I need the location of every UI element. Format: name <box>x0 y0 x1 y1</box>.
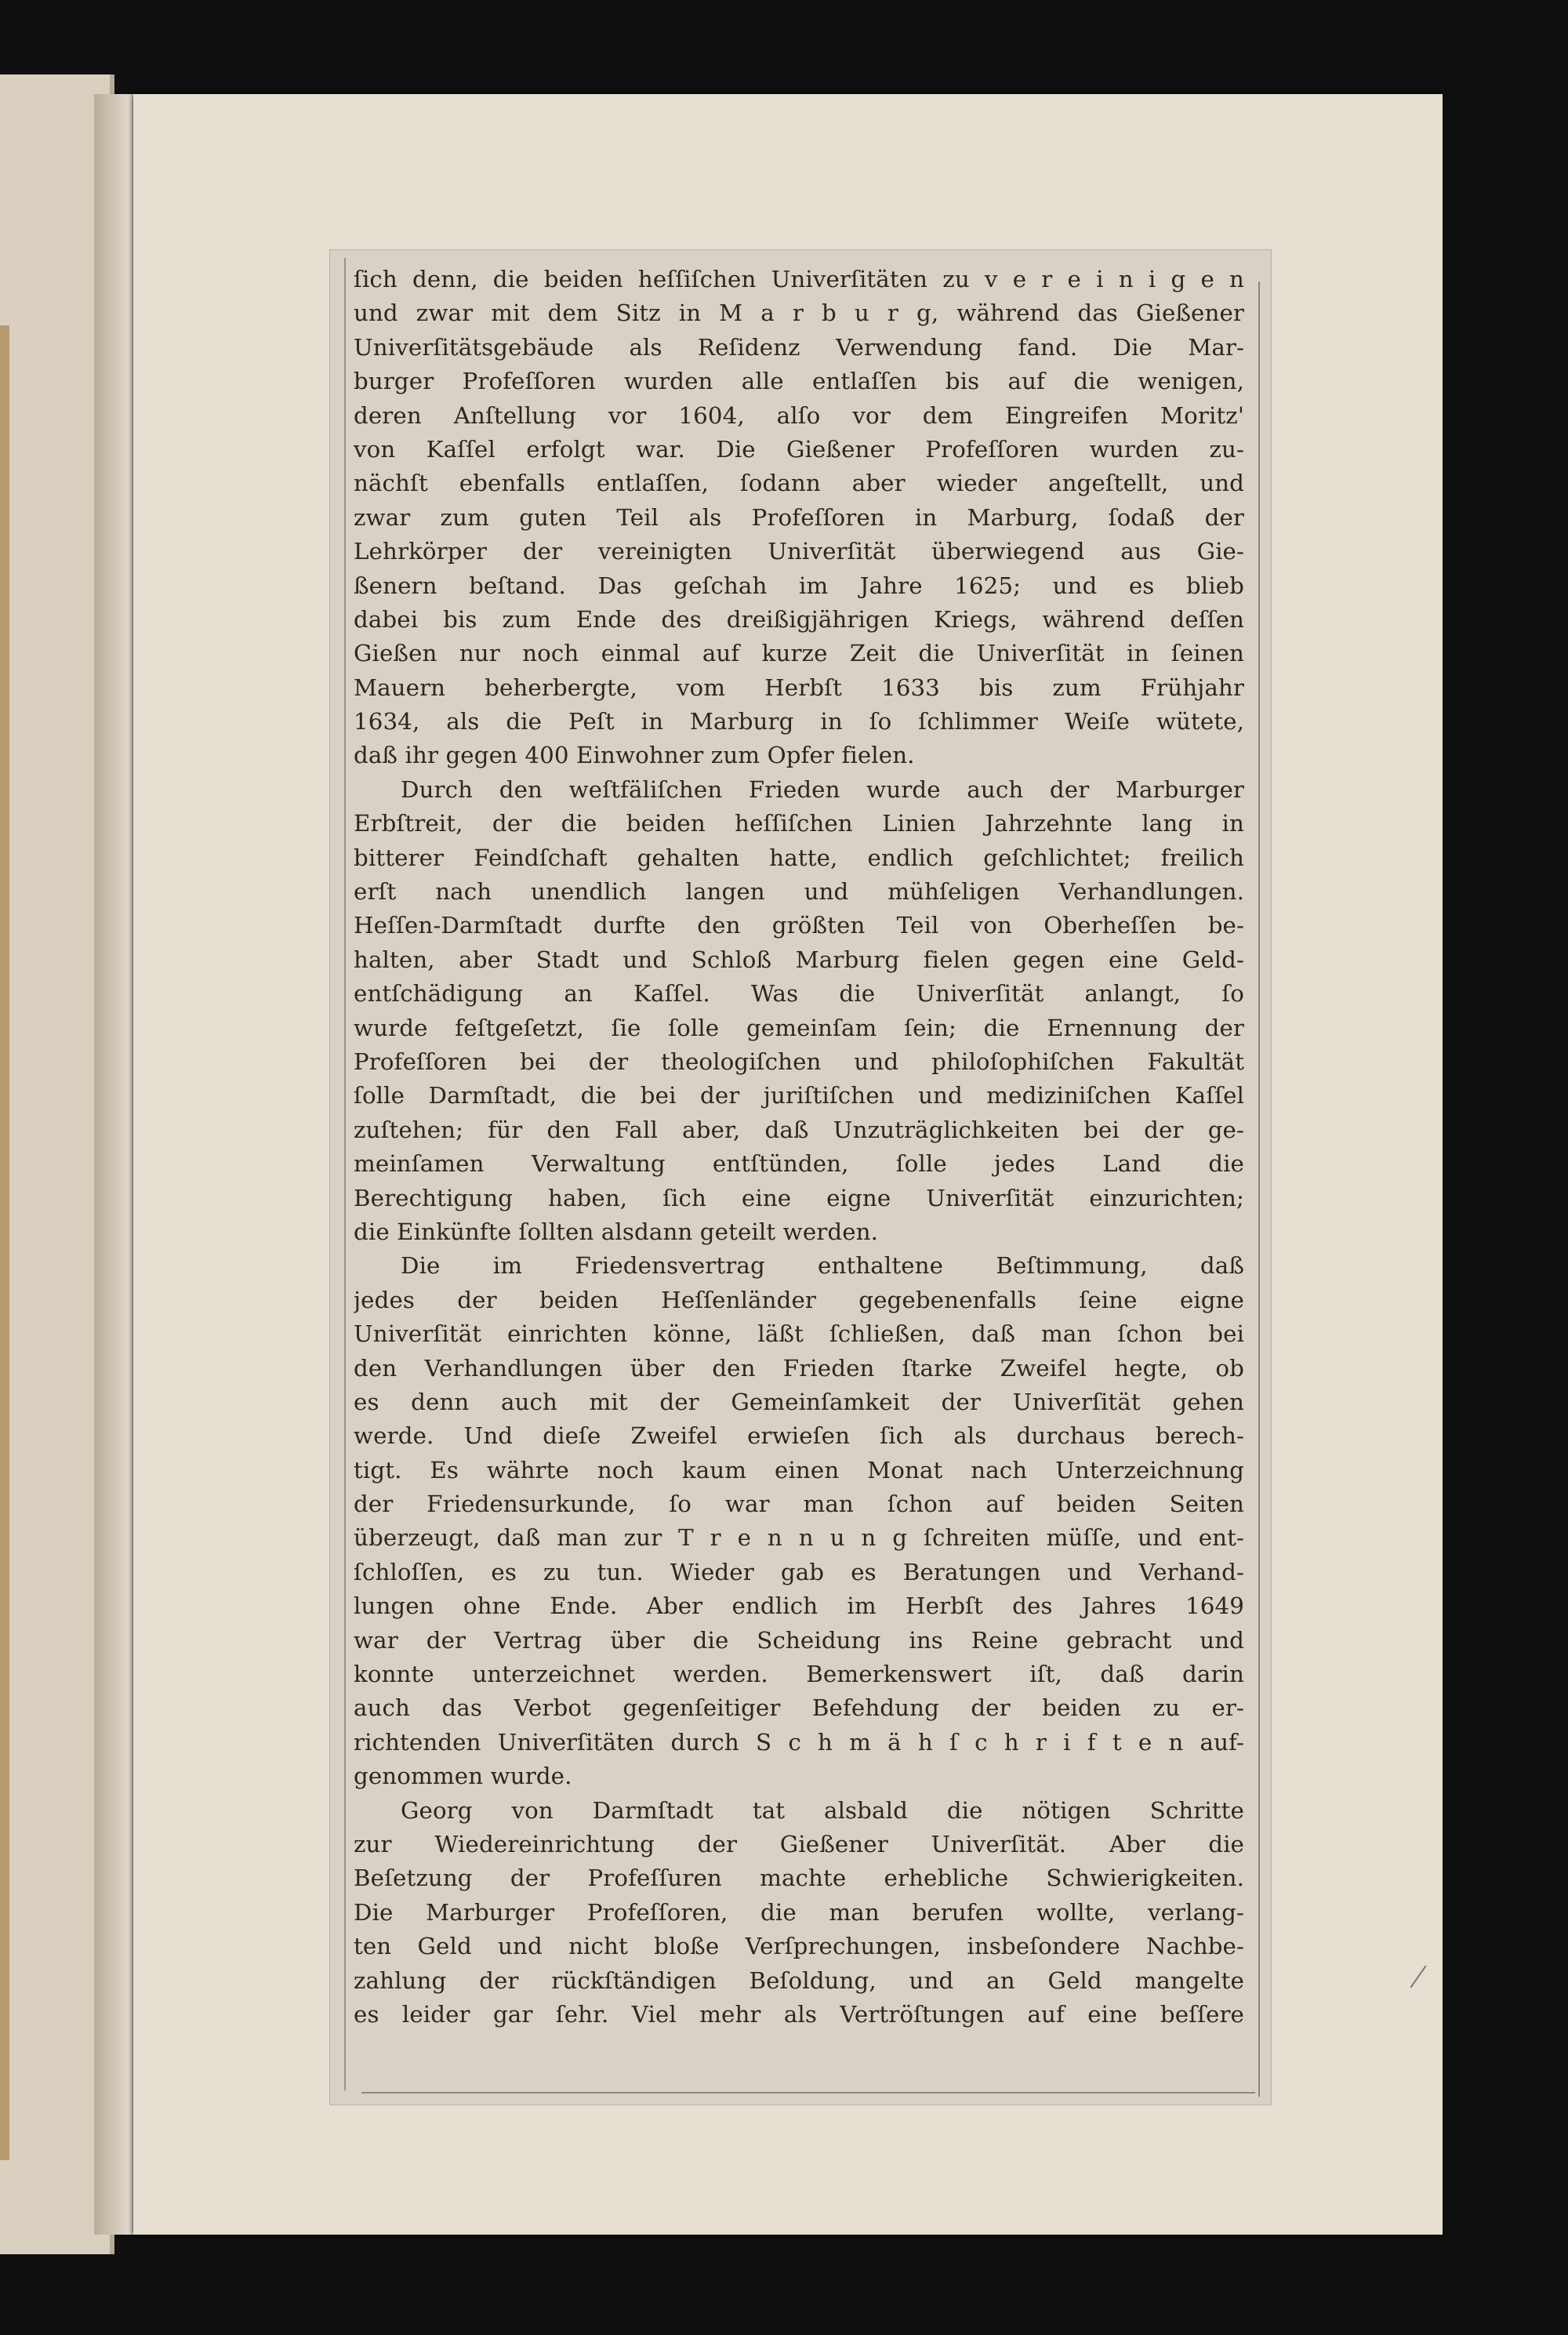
text-line: Univerſität einrichten könne, läßt ſchließen, daß man ſchon bei <box>354 1320 1244 1348</box>
text-line: Beſetzung der Profeſſuren machte erhebliche Schwierigkeiten. <box>354 1865 1244 1892</box>
text-line: war der Vertrag über die Scheidung ins Reine gebracht und <box>354 1626 1244 1654</box>
text-line: werde. Und dieſe Zweifel erwieſen ſich als durchaus berech- <box>354 1422 1244 1450</box>
newspaper-clipping <box>329 249 1272 2105</box>
text-line: zwar zum guten Teil als Profeſſoren in Marburg, ſodaß der <box>354 503 1244 531</box>
text-line: der Friedensurkunde, ſo war man ſchon auf beiden Seiten <box>354 1491 1244 1518</box>
text-line: die Einkünfte ſollten alsdann geteilt werden. <box>354 1218 879 1245</box>
text-line: Durch den weſtfäliſchen Frieden wurde auch der Marburger <box>401 775 1244 803</box>
text-line: ſich denn, die beiden heſſiſchen Univerſitäten zu v e r e i n i g e n <box>354 266 1244 292</box>
left-page-clipping-edge <box>0 325 9 2160</box>
text-line: dabei bis zum Ende des dreißigjährigen Kriegs, während deſſen <box>354 605 1244 633</box>
text-line: auch das Verbot gegenſeitiger Befehdung der beiden zu er- <box>354 1694 1244 1722</box>
text-line: deren Anſtellung vor 1604, alſo vor dem Eingreifen Moritz' <box>354 401 1244 429</box>
text-line: bitterer Feindſchaft gehalten hatte, endlich geſchlichtet; freilich <box>354 844 1244 871</box>
text-line: Gießen nur noch einmal auf kurze Zeit die Univerſität in ſeinen <box>354 640 1244 667</box>
text-line: ſchloſſen, es zu tun. Wieder gab es Beratungen und Verhand- <box>354 1558 1244 1585</box>
text-line: erſt nach unendlich langen und mühſeligen Verhandlungen. <box>354 878 1244 906</box>
text-line: wurde feſtgeſetzt, ſie ſolle gemeinſam ſein; die Ernennung der <box>354 1014 1244 1041</box>
text-line: den Verhandlungen über den Frieden ſtarke Zweifel hegte, ob <box>354 1354 1244 1382</box>
text-line: lungen ohne Ende. Aber endlich im Herbſt des Jahres 1649 <box>354 1592 1244 1620</box>
text-line: ſolle Darmſtadt, die bei der juriſtiſchen und mediziniſchen Kaſſel <box>354 1082 1244 1109</box>
text-line: Lehrkörper der vereinigten Univerſität überwiegend aus Gie- <box>354 538 1244 565</box>
text-line: Erbſtreit, der die beiden heſſiſchen Linien Jahrzehnte lang in <box>354 810 1244 837</box>
text-line: es denn auch mit der Gemeinſamkeit der Univerſität gehen <box>354 1388 1244 1415</box>
text-line: ßenern beſtand. Das geſchah im Jahre 1625; und es blieb <box>354 572 1244 599</box>
text-line: ten Geld und nicht bloße Verſprechungen, insbeſondere Nachbe- <box>354 1933 1244 1960</box>
column-rule-left <box>344 258 346 2090</box>
text-line: Die im Friedensvertrag enthaltene Beſtimmung, daß <box>401 1252 1244 1280</box>
column-rule-bottom <box>361 2092 1255 2094</box>
column-rule-right <box>1258 281 1260 2097</box>
text-line: zuſtehen; für den Fall aber, daß Unzuträglichkeiten bei der ge- <box>354 1116 1244 1143</box>
text-line: 1634, als die Peſt in Marburg in ſo ſchlimmer Weiſe wütete, <box>354 708 1244 735</box>
text-line: Berechtigung haben, ſich eine eigne Univerſität einzurichten; <box>354 1184 1244 1211</box>
text-line: Profeſſoren bei der theologiſchen und philoſophiſchen Fakultät <box>354 1048 1244 1075</box>
text-line: konnte unterzeichnet werden. Bemerkenswert iſt, daß darin <box>354 1661 1244 1688</box>
text-line: überzeugt, daß man zur T r e n n u n g ſchreiten müſſe, und ent- <box>354 1524 1244 1552</box>
text-line: von Kaſſel erfolgt war. Die Gießener Profeſſoren wurden zu- <box>354 435 1244 463</box>
text-line: halten, aber Stadt und Schloß Marburg fielen gegen eine Geld- <box>354 946 1244 973</box>
text-line: Univerſitätsgebäude als Reſidenz Verwendung fand. Die Mar- <box>354 333 1244 361</box>
text-line: und zwar mit dem Sitz in M a r b u r g, während das Gießener <box>354 300 1244 327</box>
text-line: zahlung der rückſtändigen Beſoldung, und an Geld mangelte <box>354 1966 1244 1994</box>
text-line: burger Profeſſoren wurden alle entlaſſen bis auf die wenigen, <box>354 368 1244 395</box>
text-line: Heſſen-Darmſtadt durfte den größten Teil von Oberheſſen be- <box>354 912 1244 939</box>
article-text <box>354 263 1244 2089</box>
text-line: tigt. Es währte noch kaum einen Monat nach Unterzeichnung <box>354 1456 1244 1483</box>
text-line: daß ihr gegen 400 Einwohner zum Opfer fielen. <box>354 742 915 769</box>
text-line: zur Wiedereinrichtung der Gießener Univerſität. Aber die <box>354 1830 1244 1857</box>
text-line: richtenden Univerſitäten durch S c h m ä h ſ c h r i f t e n auf- <box>354 1728 1244 1756</box>
text-line: meinſamen Verwaltung entſtünden, ſolle jedes Land die <box>354 1150 1244 1178</box>
text-line: es leider gar ſehr. Viel mehr als Vertröſtungen auf eine beſſere <box>354 2000 1244 2028</box>
text-line: entſchädigung an Kaſſel. Was die Univerſität anlangt, ſo <box>354 980 1244 1008</box>
text-line: Georg von Darmſtadt tat alsbald die nötigen Schritte <box>401 1796 1244 1824</box>
text-line: nächſt ebenfalls entlaſſen, ſodann aber wieder angeſtellt, und <box>354 470 1244 497</box>
text-line: Mauern beherbergte, vom Herbſt 1633 bis zum Frühjahr <box>354 674 1244 701</box>
text-line: jedes der beiden Heſſenländer gegebenenfalls ſeine eigne <box>354 1286 1244 1313</box>
text-line: genommen wurde. <box>354 1763 572 1790</box>
text-line: Die Marburger Profeſſoren, die man berufen wollte, verlang- <box>354 1898 1244 1926</box>
